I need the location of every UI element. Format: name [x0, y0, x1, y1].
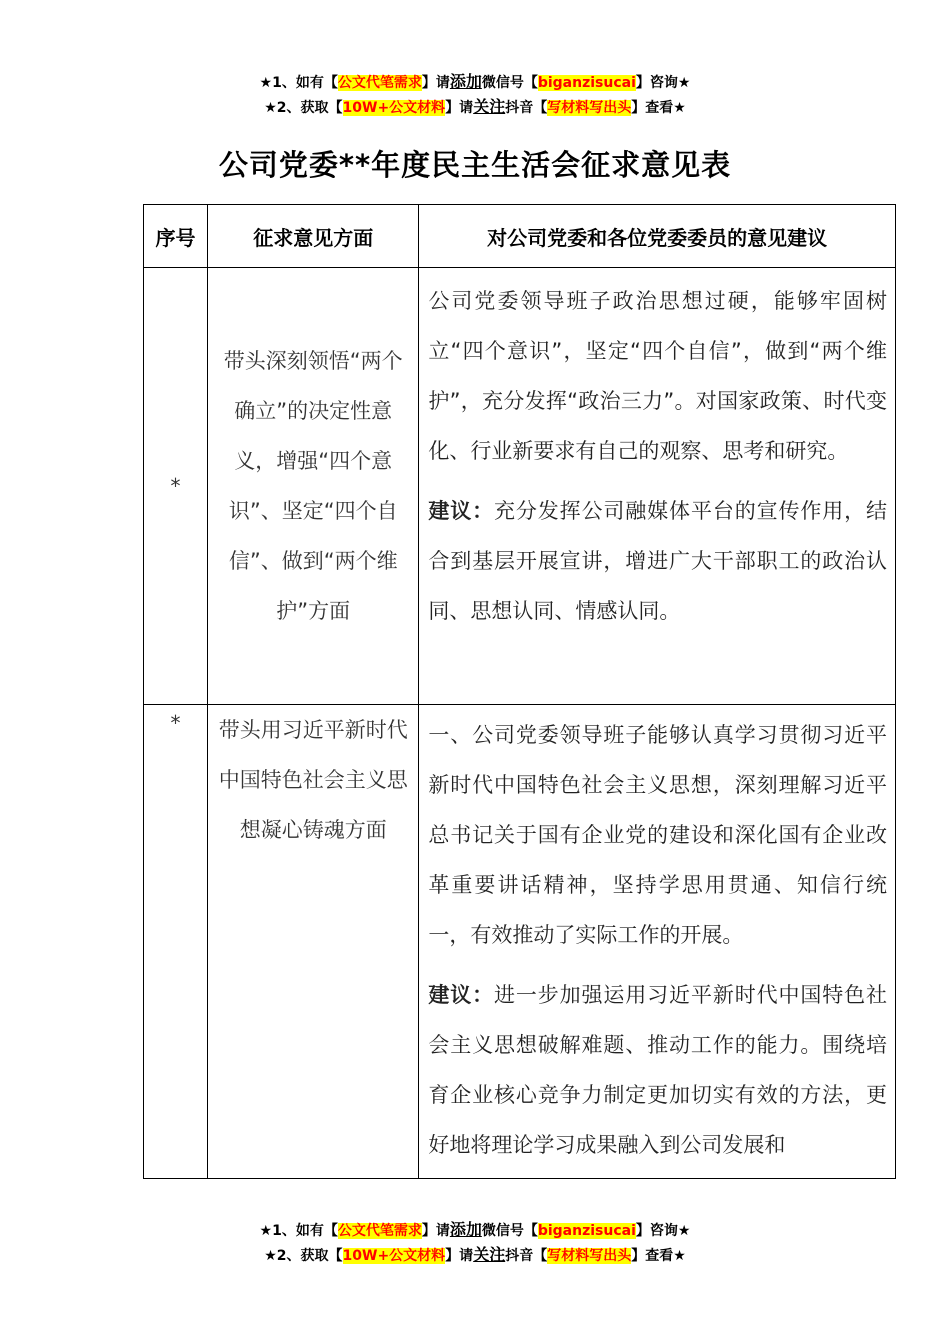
opinion-paragraph: 公司党委领导班子政治思想过硬，能够牢固树立“四个意识”，坚定“四个自信”，做到“两个维护”，充分发挥“政治三力”。对国家政策、时代变化、行业新要求有自己的观察、思考和研究。 — [428, 289, 887, 463]
header-opinions: 对公司党委和各位党委委员的意见建议 — [419, 205, 896, 268]
highlight-douyin: 写材料写出头 — [547, 100, 632, 116]
highlight-materials: 10W+公文材料 — [342, 1248, 446, 1264]
notice-line-2: ★2、获取【10W+公文材料】请关注抖音【写材料写出头】查看★ — [264, 97, 686, 116]
highlight-douyin: 写材料写出头 — [547, 1248, 632, 1264]
row-opinion — [419, 705, 896, 1179]
document-title: 公司党委**年度民主生活会征求意见表 — [218, 148, 732, 182]
bottom-notice — [0, 1218, 950, 1268]
top-notice — [0, 70, 950, 120]
highlight-service: 公文代笔需求 — [337, 75, 422, 91]
notice-line-2: ★2、获取【10W+公文材料】请关注抖音【写材料写出头】查看★ — [264, 1245, 686, 1264]
suggestion-label: 建议： — [428, 499, 494, 523]
table-header-row — [144, 205, 896, 268]
row-opinion — [419, 268, 896, 705]
table-row — [144, 705, 896, 1179]
notice-line-1: ★1、如有【公文代笔需求】请添加微信号【biganzisucai】咨询★ — [259, 72, 691, 91]
table-row — [144, 268, 896, 705]
header-aspect: 征求意见方面 — [208, 205, 419, 268]
highlight-service: 公文代笔需求 — [337, 1223, 422, 1239]
suggestion-paragraph: 建议：进一步加强运用习近平新时代中国特色社会主义思想破解难题、推动工作的能力。围绕培育企业核心竞争力制定更加切实有效的方法，更好地将理论学习成果融入到公司发展和 — [428, 983, 888, 1157]
row-number: * — [144, 705, 208, 1179]
highlight-wechat-id: biganzisucai — [537, 75, 636, 91]
notice-line-1: ★1、如有【公文代笔需求】请添加微信号【biganzisucai】咨询★ — [259, 1220, 691, 1239]
row-aspect: 带头深刻领悟“两个确立”的决定性意义，增强“四个意识”、坚定“四个自信”、做到“两个维护”方面 — [208, 268, 419, 705]
row-number: * — [144, 268, 208, 705]
header-number: 序号 — [144, 205, 208, 268]
highlight-wechat-id: biganzisucai — [537, 1223, 636, 1239]
highlight-materials: 10W+公文材料 — [342, 100, 446, 116]
suggestion-label: 建议： — [428, 983, 494, 1007]
opinion-paragraph: 一、公司党委领导班子能够认真学习贯彻习近平新时代中国特色社会主义思想，深刻理解习近平总书记关于国有企业党的建设和深化国有企业改革重要讲话精神，坚持学思用贯通、知信行统一，有效推动了实际工作的开展。 — [428, 723, 887, 947]
row-aspect: 带头用习近平新时代中国特色社会主义思想凝心铸魂方面 — [208, 705, 419, 1179]
opinion-table — [143, 204, 896, 1179]
suggestion-paragraph: 建议：充分发挥公司融媒体平台的宣传作用，结合到基层开展宣讲，增进广大干部职工的政治认同、思想认同、情感认同。 — [428, 499, 888, 623]
